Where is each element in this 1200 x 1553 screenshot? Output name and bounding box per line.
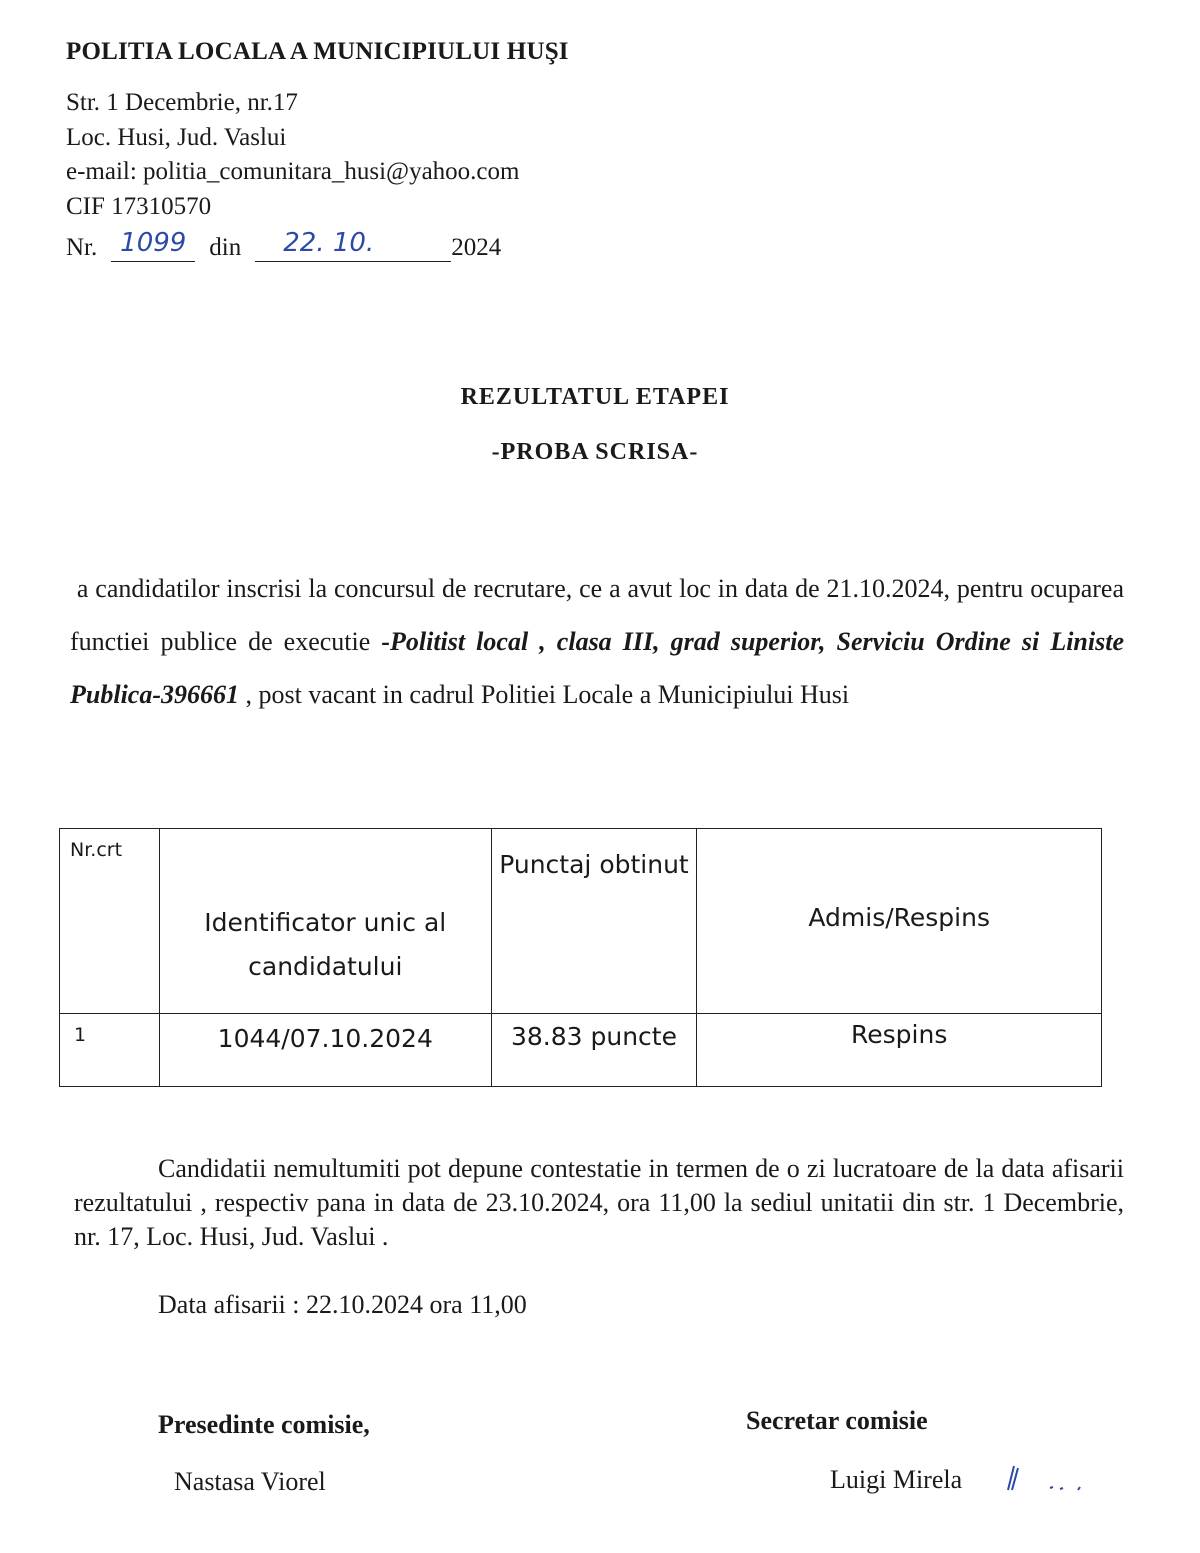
intro-paragraph: [70, 562, 1124, 721]
document-title: REZULTATUL ETAPEI: [460, 384, 730, 410]
header-id-cell: [159, 829, 491, 1014]
nr-field: [111, 229, 195, 262]
position-title: -Politist local , clasa III, grad superior, Serviciu Ordine si Liniste Publica-396661: [70, 627, 1124, 709]
cell-rezultat: Respins: [851, 1020, 948, 1049]
organization-name: POLITIA LOCALA A MUNICIPIULUI HUŞI: [66, 38, 569, 65]
intro-text-1: a candidatilor inscrisi la concursul de recrutare, ce a avut loc in data de 21.10.2024, pentru ocuparea functiei publice de executie: [70, 574, 1125, 656]
display-date: Data afisarii : 22.10.2024 ora 11,00: [158, 1290, 527, 1319]
header-rezultat-cell: [697, 829, 1102, 1014]
nr-handwritten: 1099: [120, 228, 187, 258]
results-table: [59, 828, 1102, 1087]
email-line: e-mail: politia_comunitara_husi@yahoo.com: [66, 158, 520, 185]
president-name: Nastasa Viorel: [174, 1467, 326, 1496]
table-header-row: [60, 829, 1102, 1014]
cell-nr: 1: [60, 1014, 160, 1087]
cell-punctaj-wrap: [491, 1014, 697, 1087]
date-field: [255, 229, 451, 262]
year: 2024: [451, 234, 502, 261]
din-label: din: [209, 234, 242, 261]
cif-line: CIF 17310570: [66, 193, 212, 220]
secretary-title: Secretar comisie: [746, 1406, 928, 1435]
president-title: Presedinte comisie,: [158, 1410, 370, 1439]
address-locality: Loc. Husi, Jud. Vaslui: [66, 124, 287, 151]
address-street: Str. 1 Decembrie, nr.17: [66, 89, 298, 116]
document-subtitle: -PROBA SCRISA-: [491, 439, 699, 465]
intro-text-2: , post vacant in cadrul Politiei Locale a Municipiului Husi: [239, 680, 850, 709]
cell-id-wrap: [159, 1014, 491, 1087]
registration-number-row: [66, 226, 501, 262]
cell-punctaj: 38.83 puncte: [510, 1022, 677, 1051]
cell-rezultat-wrap: [697, 1014, 1102, 1087]
appeal-paragraph: Candidatii nemultumiti pot depune contestatie in termen de o zi lucratoare de la data afisarii rezultatului , respectiv pana in data de 23.10.2024, ora 11,00 la sediul unitatii din str. 1 Decembrie, nr. 17, Loc. Husi, Jud. Vaslui .: [74, 1154, 1124, 1251]
cell-id: 1044/07.10.2024: [217, 1024, 433, 1053]
header-nr: Nr.crt: [60, 829, 160, 1014]
header-id: Identificator unic al candidatului: [204, 908, 447, 981]
header-punctaj-cell: [491, 829, 697, 1014]
signature-scribble: [1000, 1460, 1090, 1500]
header-punctaj: Punctaj obtinut: [499, 850, 689, 879]
table-row: [60, 1014, 1102, 1087]
header-rezultat: Admis/Respins: [808, 903, 990, 932]
date-handwritten: 22. 10.: [283, 228, 375, 258]
nr-label: Nr.: [66, 234, 98, 261]
secretary-name: Luigi Mirela: [830, 1465, 963, 1494]
